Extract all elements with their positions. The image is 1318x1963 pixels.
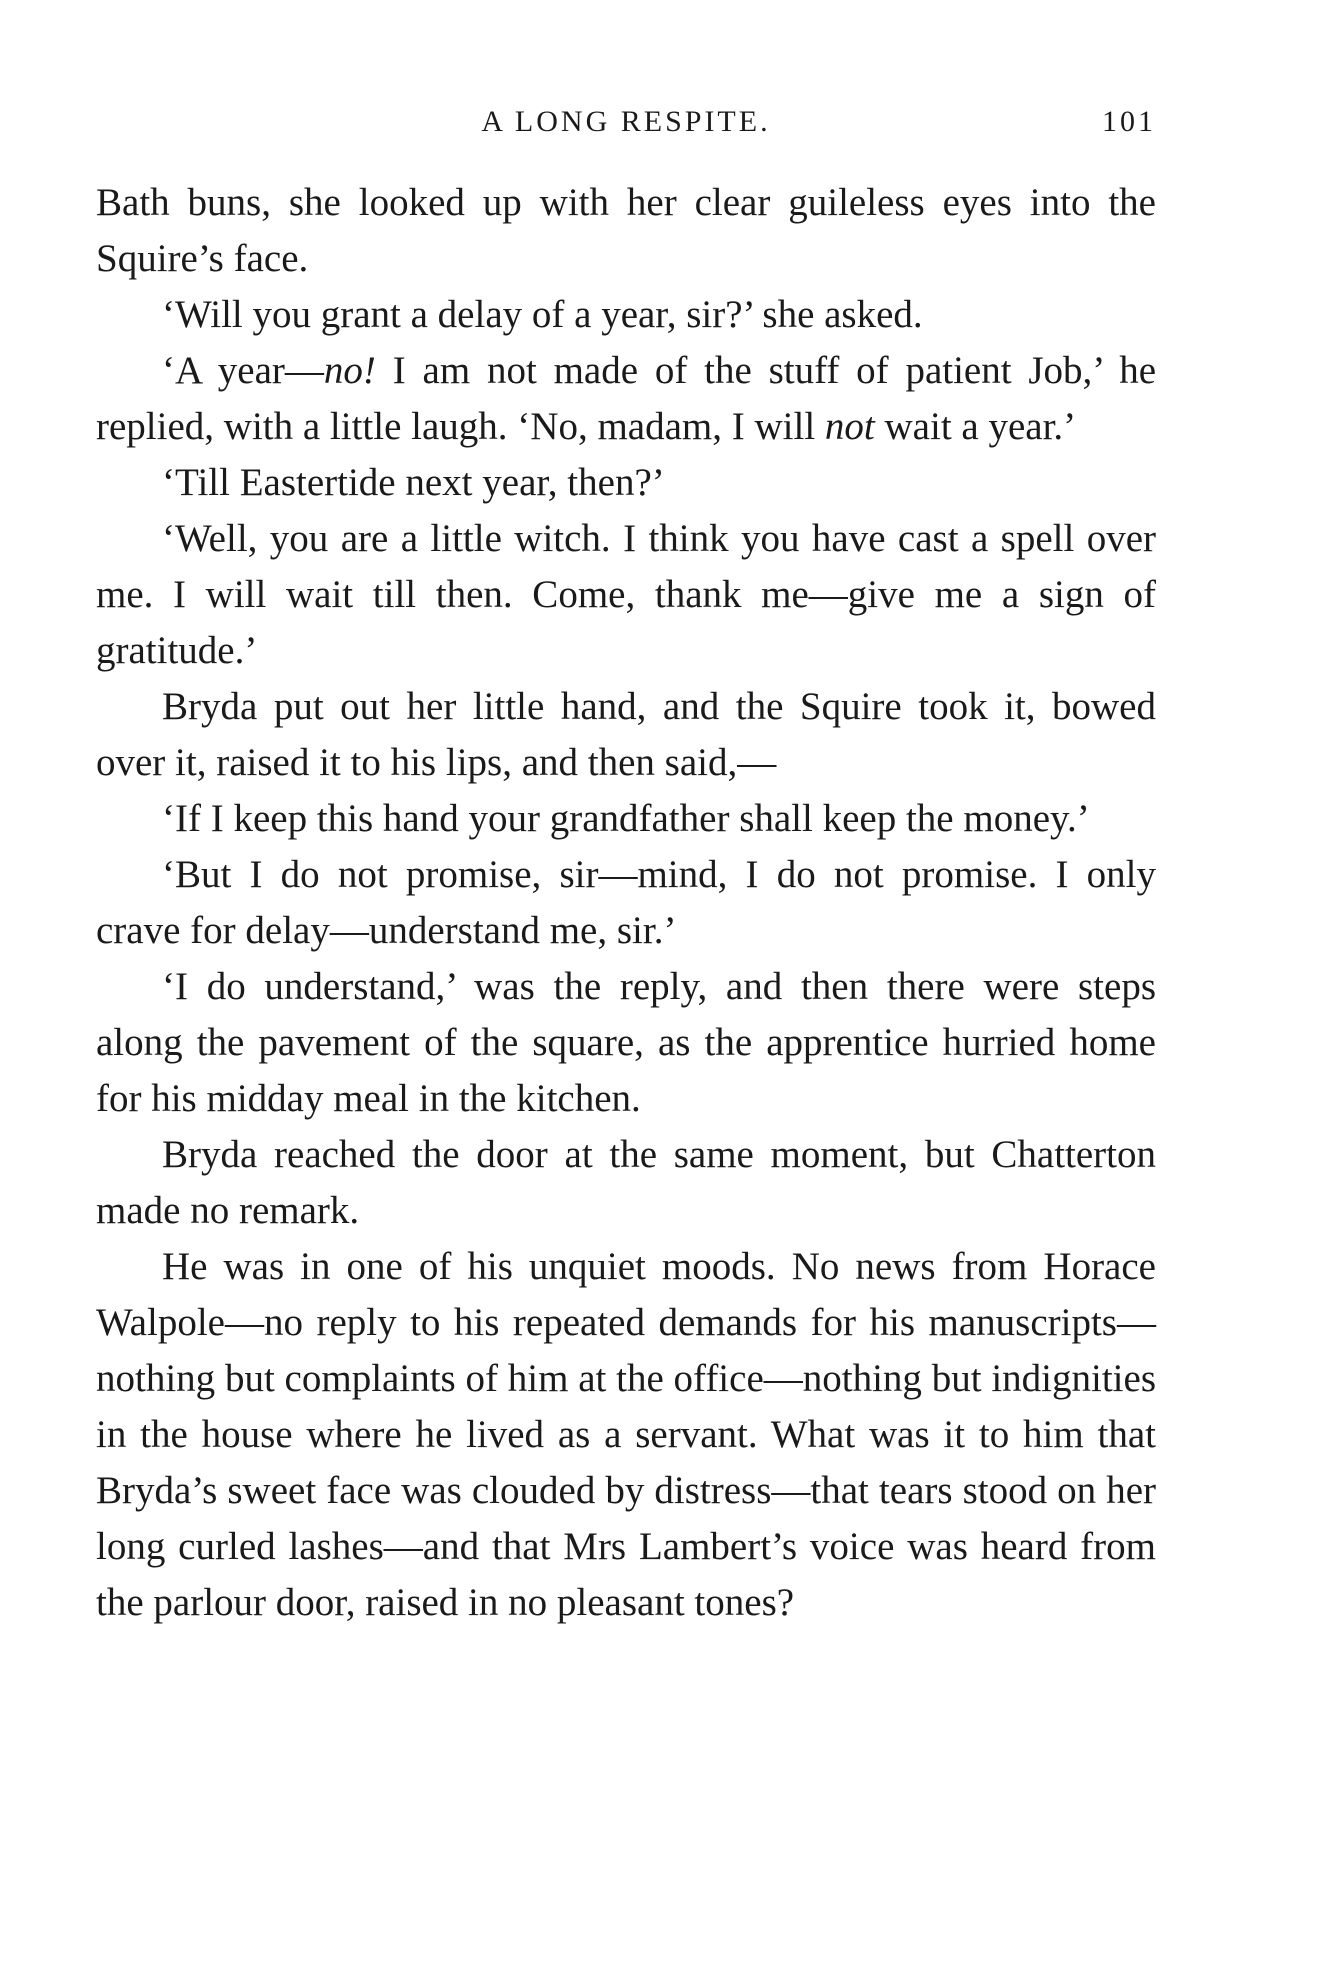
running-head — [96, 100, 1156, 144]
text-run: ‘I do understand,’ was the reply, and then there were steps along the pavement of the square, as the apprentice hurried home for his midday meal in the kitchen. — [96, 965, 1156, 1120]
page-number: 101 — [1102, 105, 1156, 138]
paragraph — [96, 847, 1156, 959]
paragraph — [96, 343, 1156, 455]
text-run: He was in one of his unquiet moods. No news from Horace Walpole—no reply to his repeated demands for his manuscripts—nothing but complaints of him at the office—nothing but indignities in the house where he lived as a servant. What was it to him that Bryda’s sweet face was clouded by distress—that tears stood on her long curled lashes—and that Mrs Lambert’s voice was heard from the parlour door, raised in no pleasant tones? — [96, 1245, 1156, 1624]
text-run: I am not made of the stuff of patient Job,’ he replied, with a little laugh. ‘No, madam, I will — [96, 349, 1156, 448]
paragraph — [96, 175, 1156, 287]
paragraph — [96, 959, 1156, 1127]
text-run: wait a year.’ — [874, 405, 1077, 448]
paragraph — [96, 791, 1156, 847]
paragraph — [96, 679, 1156, 791]
text-run: Bryda put out her little hand, and the Squire took it, bowed over it, raised it to his lips, and then said,— — [96, 685, 1156, 784]
italic-text: not — [824, 405, 875, 448]
text-run: Bryda reached the door at the same moment, but Chatterton made no remark. — [96, 1133, 1156, 1232]
text-run: ‘A year— — [162, 349, 324, 392]
text-run: ‘If I keep this hand your grandfather shall keep the money.’ — [162, 797, 1090, 840]
text-run: ‘But I do not promise, sir—mind, I do not promise. I only crave for delay—understand me, sir.’ — [96, 853, 1156, 952]
body-text — [96, 175, 1156, 1631]
paragraph — [96, 287, 1156, 343]
paragraph — [96, 1127, 1156, 1239]
paragraph — [96, 455, 1156, 511]
paragraph — [96, 1239, 1156, 1631]
text-run: ‘Till Eastertide next year, then?’ — [162, 461, 665, 504]
italic-text: no! — [323, 349, 376, 392]
paragraph — [96, 511, 1156, 679]
text-run: ‘Well, you are a little witch. I think you have cast a spell over me. I will wait till then. Come, thank me—give me a sign of gratitude.’ — [96, 517, 1156, 672]
text-run: ‘Will you grant a delay of a year, sir?’ she asked. — [162, 293, 923, 336]
running-title: A LONG RESPITE. — [481, 105, 771, 138]
text-run: Bath buns, she looked up with her clear guileless eyes into the Squire’s face. — [96, 181, 1156, 280]
